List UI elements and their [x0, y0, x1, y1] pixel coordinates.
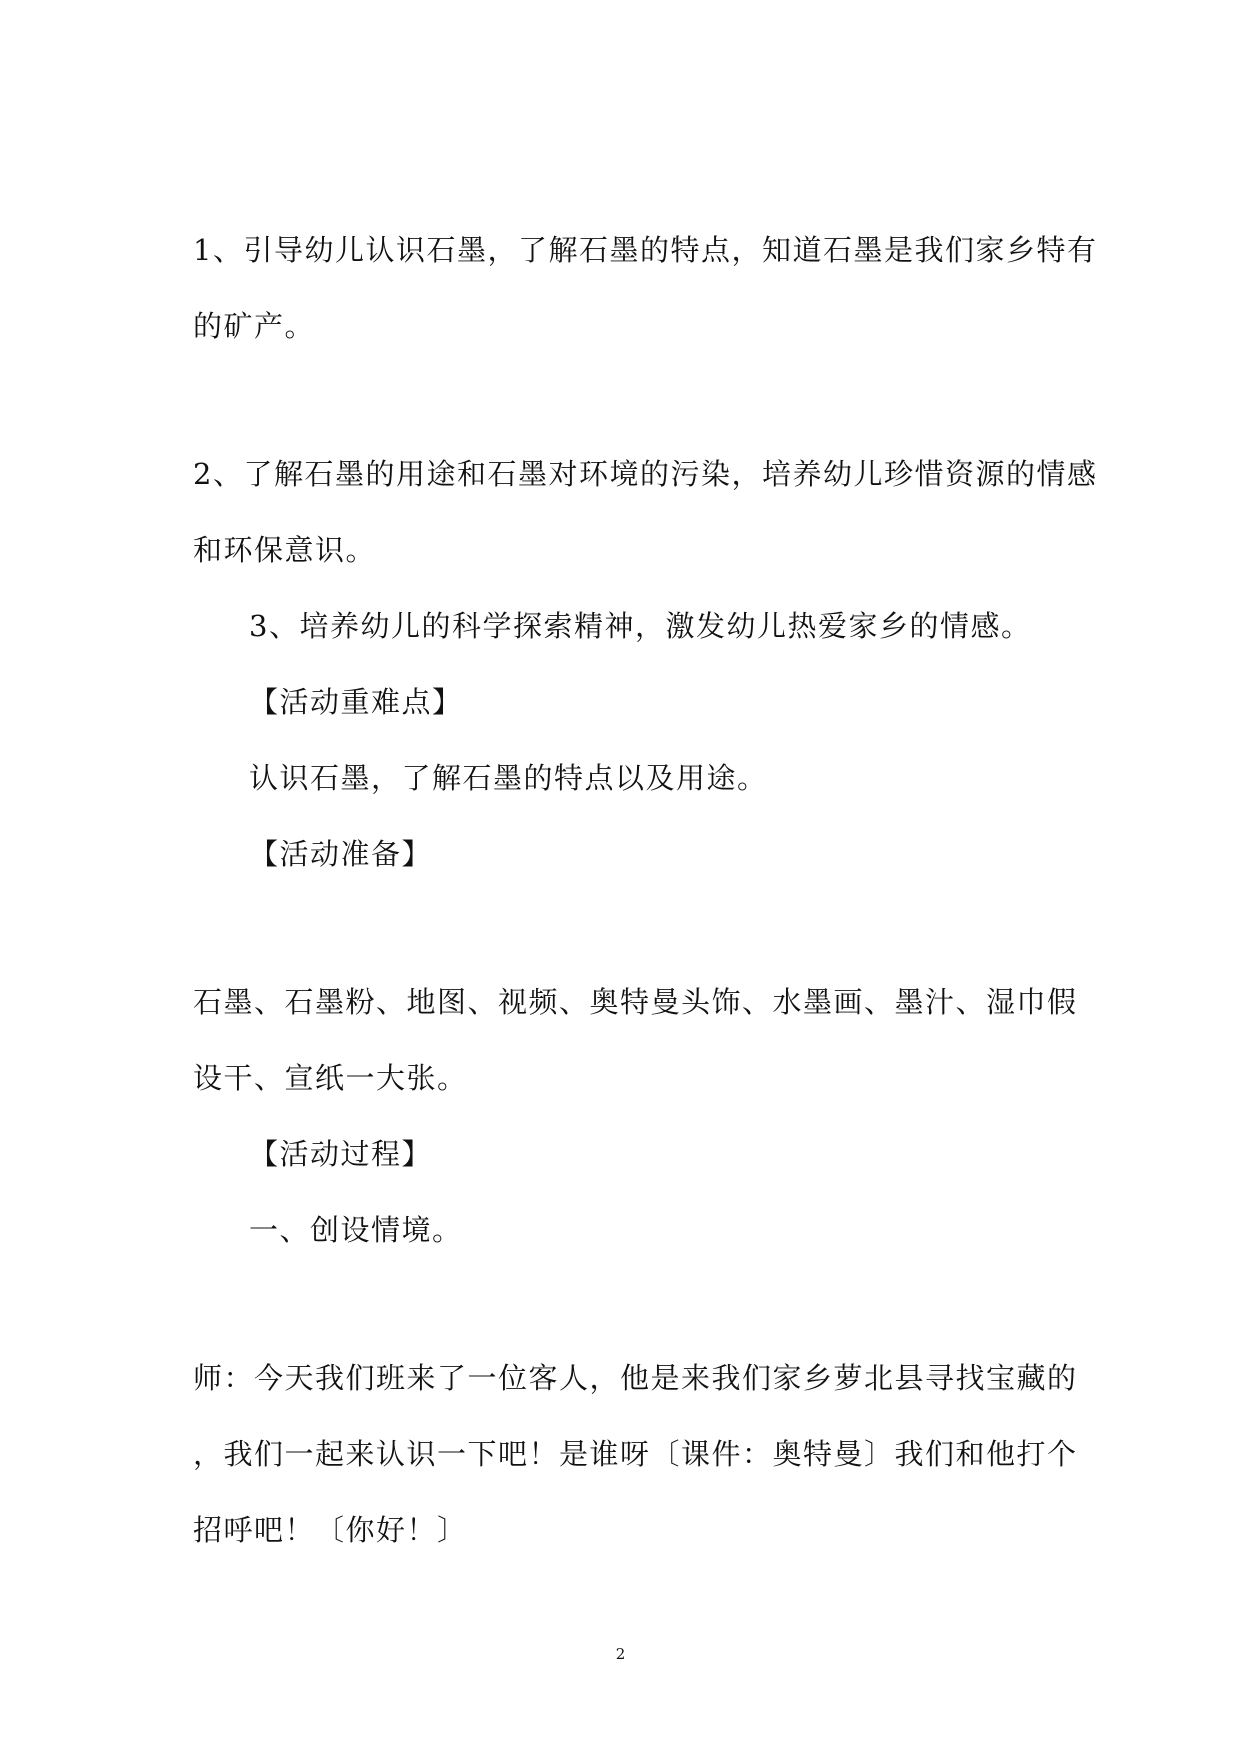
goal-2-line-2: 和环保意识。	[193, 533, 377, 567]
heading-key-points: 【活动重难点】	[249, 685, 463, 719]
dialogue-line-3: 招呼吧！〔你好！〕	[193, 1513, 468, 1547]
heading-preparation: 【活动准备】	[249, 837, 433, 871]
goal-3: 3、培养幼儿的科学探索精神，激发幼儿热爱家乡的情感。	[249, 609, 1032, 643]
dialogue-line-1: 师：今天我们班来了一位客人，他是来我们家乡萝北县寻找宝藏的	[193, 1361, 1078, 1395]
goal-1-line-1: 1、引导幼儿认识石墨，了解石墨的特点，知道石墨是我们家乡特有	[193, 233, 1098, 267]
preparation-line-2: 设干、宣纸一大张。	[193, 1061, 468, 1095]
key-points-text: 认识石墨，了解石墨的特点以及用途。	[249, 761, 768, 795]
goal-1-line-2: 的矿产。	[193, 309, 316, 343]
goal-2-line-1: 2、了解石墨的用途和石墨对环境的污染，培养幼儿珍惜资源的情感	[193, 457, 1098, 491]
heading-process: 【活动过程】	[249, 1137, 433, 1171]
preparation-line-1: 石墨、石墨粉、地图、视频、奥特曼头饰、水墨画、墨汁、湿巾假	[193, 985, 1078, 1019]
dialogue-line-2: ，我们一起来认识一下吧！是谁呀〔课件：奥特曼〕我们和他打个	[193, 1437, 1078, 1471]
process-step-1-title: 一、创设情境。	[249, 1213, 463, 1247]
page-number: 2	[615, 1645, 626, 1663]
